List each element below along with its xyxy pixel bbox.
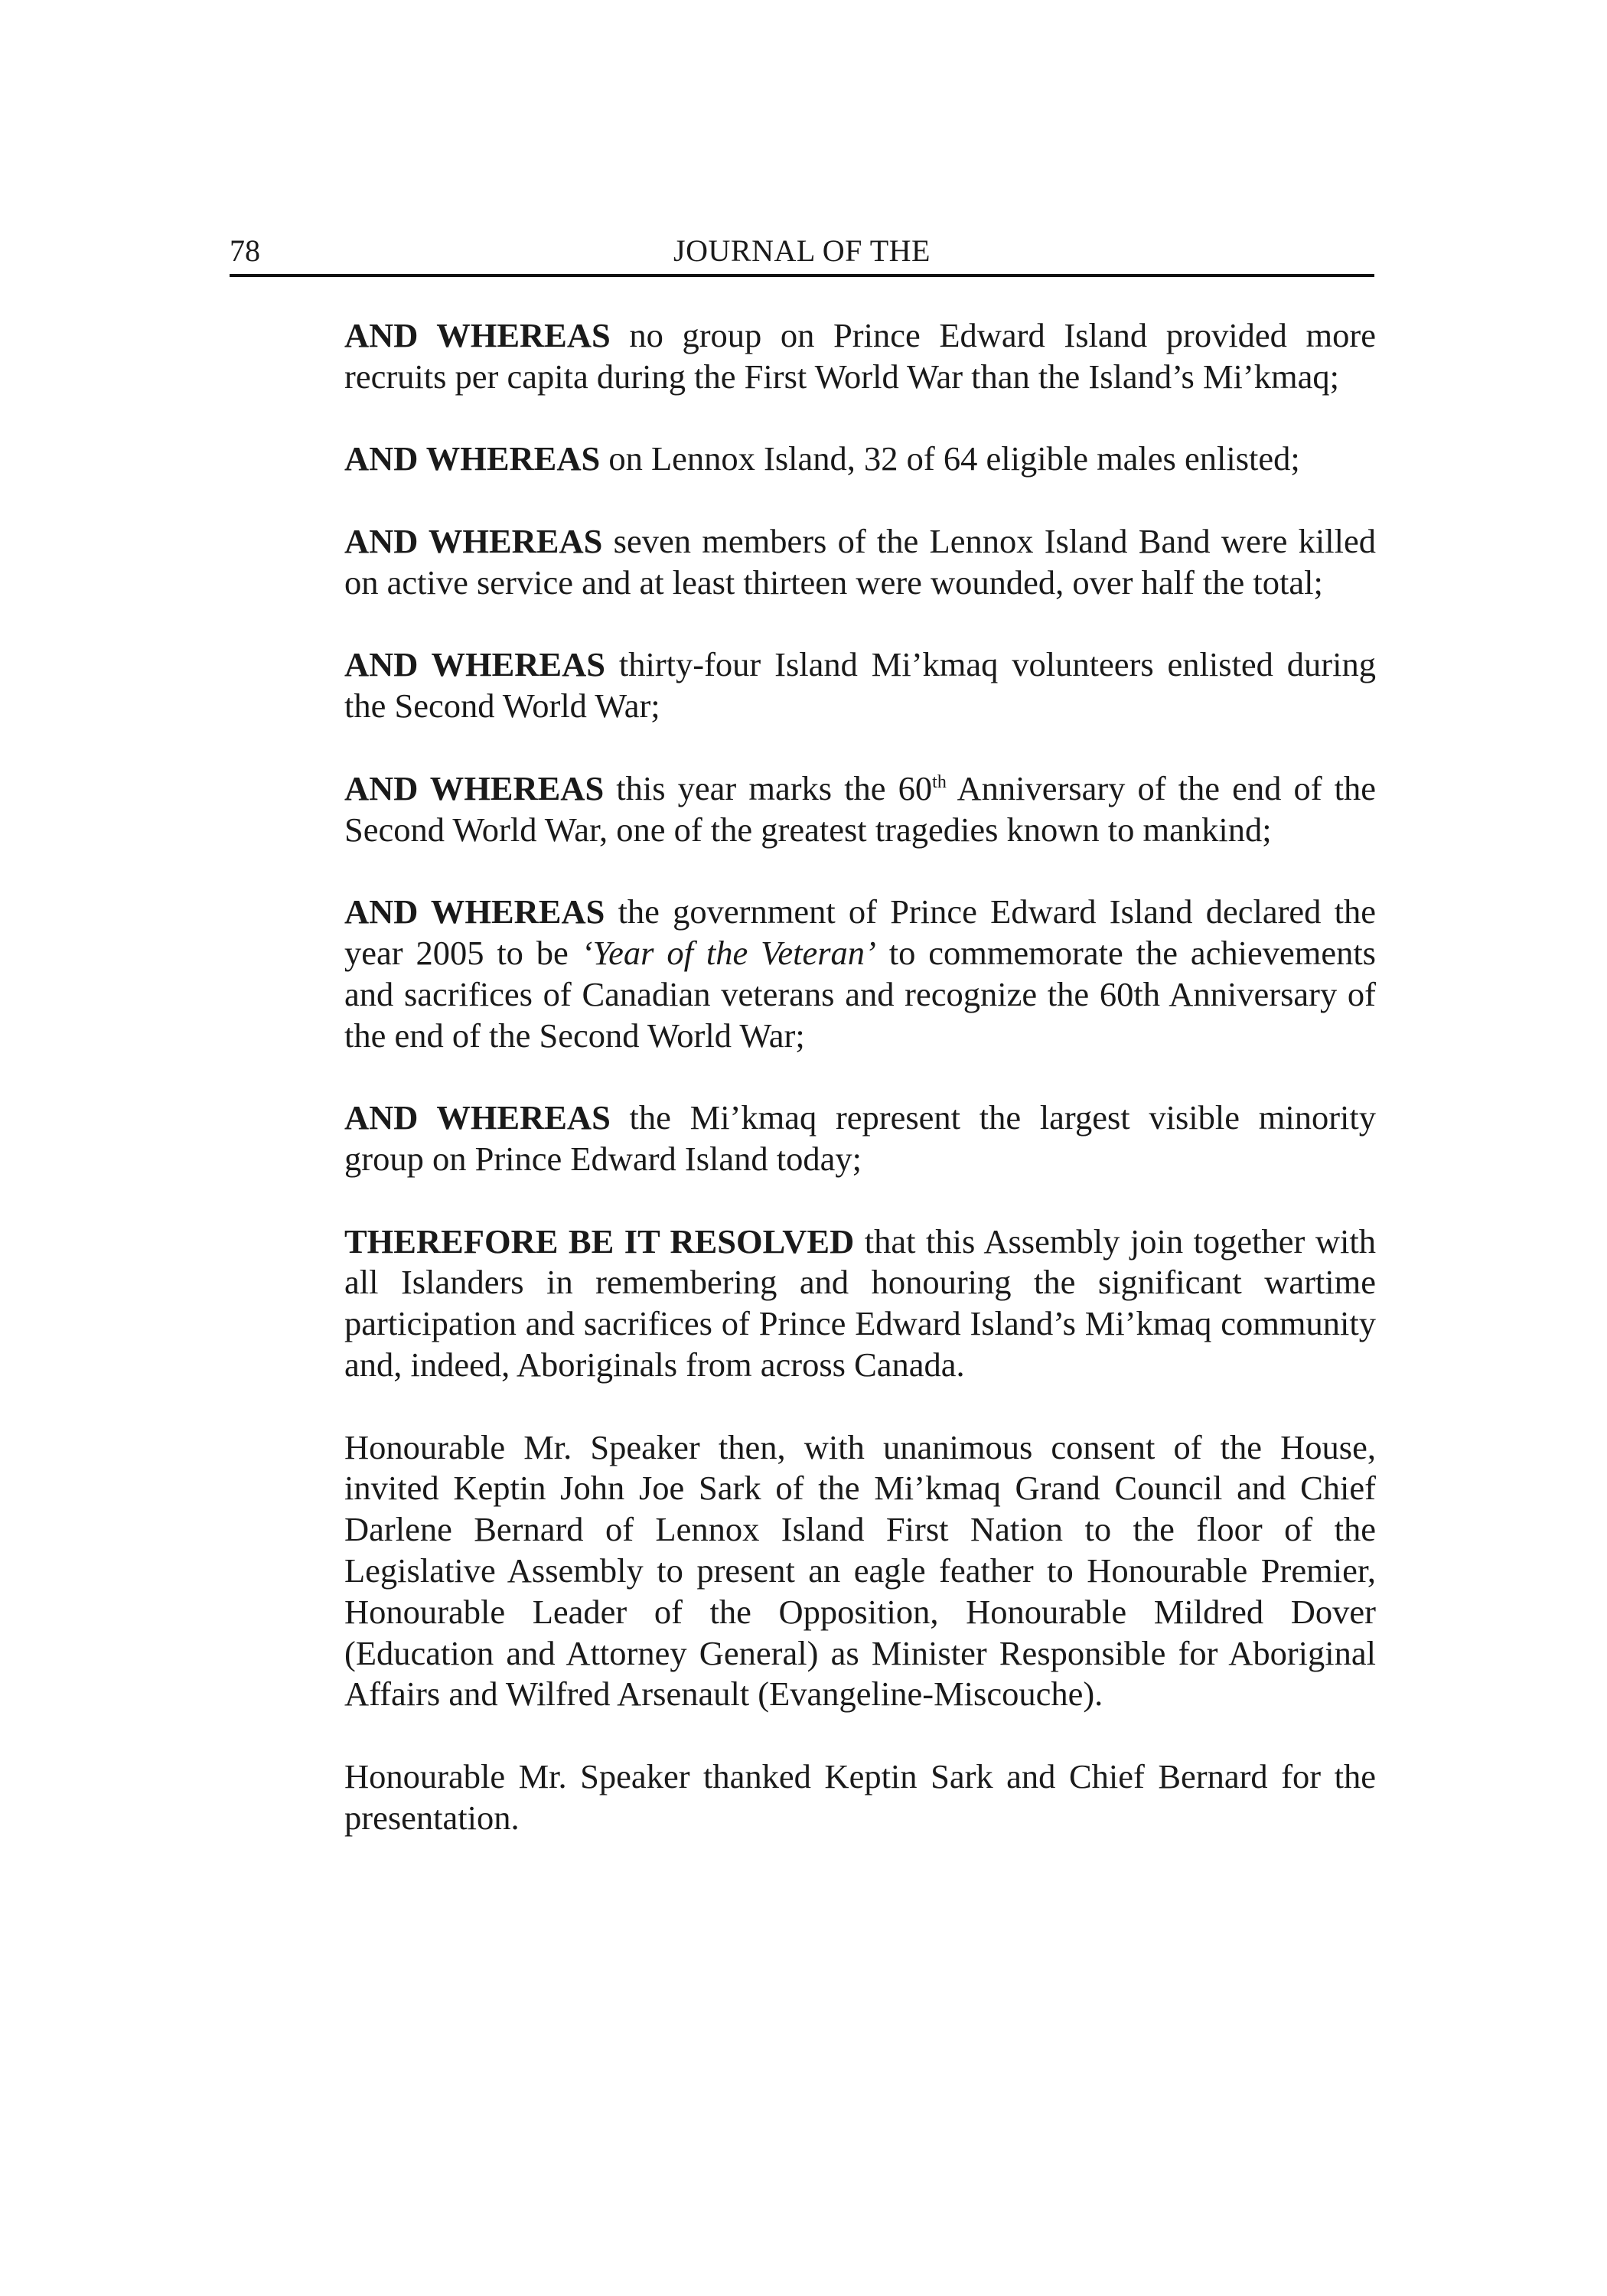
page-header <box>230 230 1374 277</box>
whereas-paragraph-year-of-veteran <box>344 892 1376 1056</box>
whereas-paragraph-second-war-volunteers <box>344 644 1376 727</box>
paragraph-text: this year marks the 60 <box>604 768 933 807</box>
paragraph-text: that this Assembly join together with all Islanders in remembering and honouring the significant wartime participation and sacrifices of Prince Edward Island’s Mi’kmaq community and, indeed, Aboriginals from across Canada. <box>344 1221 1376 1384</box>
whereas-lead: AND WHEREAS <box>344 892 605 931</box>
paragraph-text: to commemorate the achievements and sacrifices of Canadian veterans and recognize the 60th Anniversary of the end of the Second World War; <box>344 933 1377 1055</box>
resolution-paragraph <box>344 1221 1376 1386</box>
running-head-title: JOURNAL OF THE <box>673 233 931 268</box>
whereas-lead: AND WHEREAS <box>344 521 603 560</box>
whereas-paragraph-casualties <box>344 521 1376 604</box>
paragraph-text: no group on Prince Edward Island provided more recruits per capita during the First World War than the Island’s Mi’kmaq; <box>344 316 1376 396</box>
paragraph-text: the Mi’kmaq represent the largest visible minority group on Prince Edward Island today; <box>344 1098 1376 1178</box>
whereas-lead: AND WHEREAS <box>344 1098 611 1137</box>
italic-title: ‘Year of the Veteran’ <box>581 933 876 972</box>
journal-body <box>344 315 1376 1880</box>
page-number: 78 <box>230 233 260 268</box>
whereas-paragraph-60th-anniversary <box>344 768 1376 851</box>
paragraph-text: the government of Prince Edward Island declared the year 2005 to be <box>344 892 1377 972</box>
whereas-paragraph-lennox-enlisted <box>344 439 1376 480</box>
ordinal-suffix: th <box>932 771 947 792</box>
whereas-paragraph-recruits <box>344 315 1376 398</box>
whereas-lead: AND WHEREAS <box>344 768 605 807</box>
paragraph-text: Anniversary of the end of the Second World War, one of the greatest tragedies known to mankind; <box>344 768 1377 849</box>
whereas-lead: AND WHEREAS <box>344 316 611 354</box>
paragraph-text: thirty-four Island Mi’kmaq volunteers enlisted during the Second World War; <box>344 645 1376 726</box>
speaker-invitation-paragraph: Honourable Mr. Speaker then, with unanimous consent of the House, invited Keptin John Joe Sark of the Mi’kmaq Grand Council and Chief Darlene Bernard of Lennox Island First Nation to the floor of the Legislative Assembly to present an eagle feather to Honourable Premier, Honourable Leader of the Opposition, Honourable Mildred Dover (Education and Attorney General) as Minister Responsible for Aboriginal Affairs and Wilfred Arsenault (Evangeline-Miscouche). <box>344 1427 1376 1714</box>
whereas-lead: AND WHEREAS <box>344 439 601 478</box>
whereas-lead: AND WHEREAS <box>344 645 605 684</box>
resolved-lead: THEREFORE BE IT RESOLVED <box>344 1221 855 1261</box>
whereas-paragraph-minority-group <box>344 1097 1376 1180</box>
speaker-thanks-paragraph: Honourable Mr. Speaker thanked Keptin Sark and Chief Bernard for the presentation. <box>344 1756 1376 1837</box>
paragraph-text: on Lennox Island, 32 of 64 eligible males enlisted; <box>600 439 1300 478</box>
paragraph-text: seven members of the Lennox Island Band were killed on active service and at least thirteen were wounded, over half the total; <box>344 521 1376 602</box>
